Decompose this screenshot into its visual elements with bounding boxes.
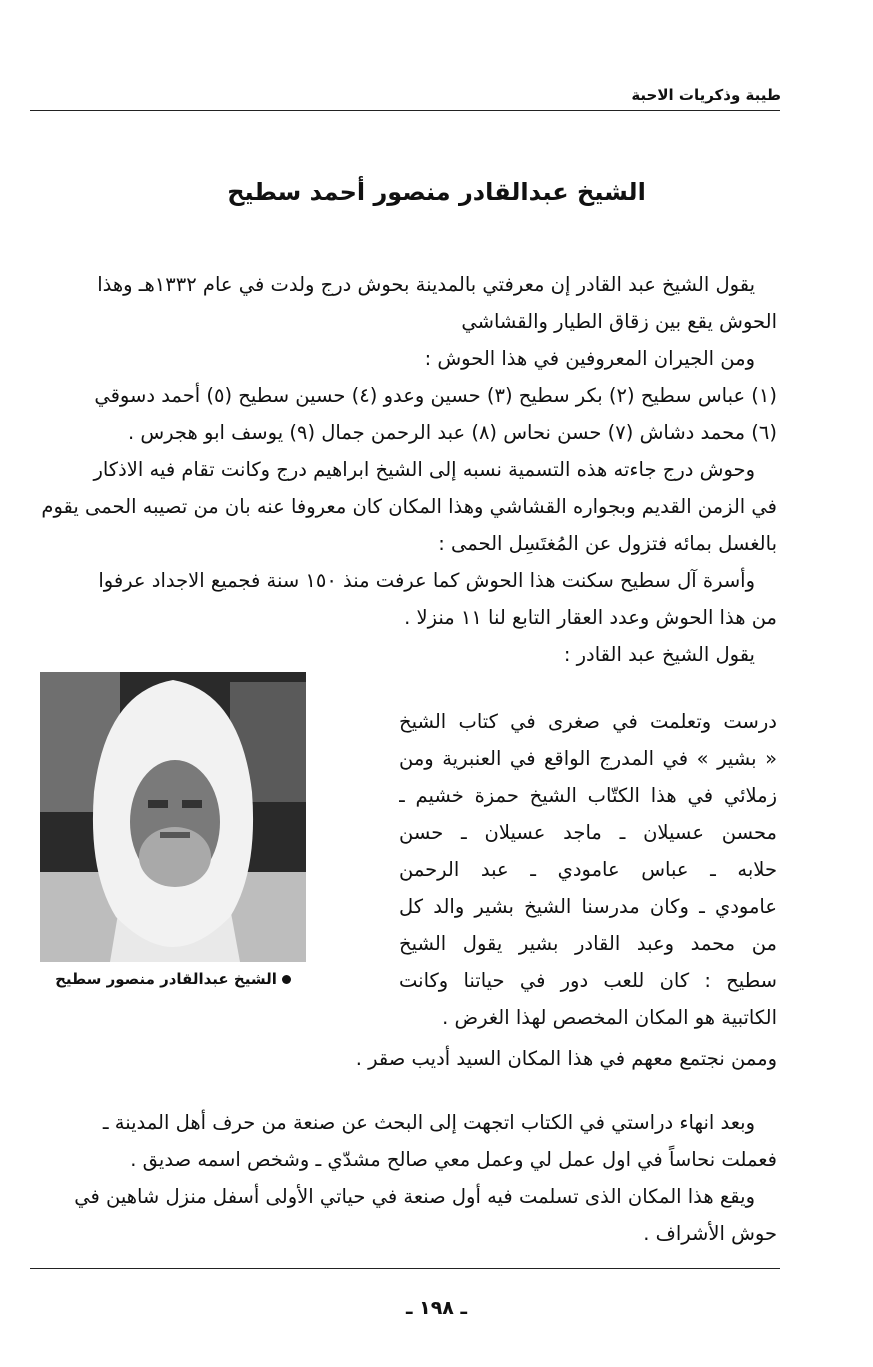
text-line: حلابه ـ عباس عامودي ـ عبد الرحمن (399, 858, 777, 881)
footer-rule (30, 1268, 780, 1269)
text-line: بالغسل بمائه فتزول عن المُغتَسِل الحمى : (438, 532, 777, 555)
text-line: زملائي في هذا الكتّاب الشيخ حمزة خشيم ـ (399, 784, 777, 807)
text-line: درست وتعلمت في صغرى في كتاب الشيخ (399, 710, 777, 733)
text-line: الكاتبية هو المكان المخصص لهذا الغرض . (442, 1006, 777, 1029)
portrait-photo (40, 672, 306, 962)
text-line: وبعد انهاء دراستي في الكتاب اتجهت إلى البحث عن صنعة من حرف أهل المدينة ـ (102, 1111, 755, 1134)
text-line: وحوش درج جاءته هذه التسمية نسبه إلى الشيخ ابراهيم درج وكانت تقام فيه الاذكار (93, 458, 755, 481)
text-line: وأسرة آل سطيح سكنت هذا الحوش كما عرفت منذ ١٥٠ سنة فجميع الاجداد عرفوا (98, 569, 755, 592)
text-line: في الزمن القديم وبجواره القشاشي وهذا المكان كان معروفا عنه بان من تصيبه الحمى يقوم (41, 495, 777, 518)
text-line: ويقع هذا المكان الذى تسلمت فيه أول صنعة في حياتي الأولى أسفل منزل شاهين في (74, 1185, 755, 1208)
text-line: وممن نجتمع معهم في هذا المكان السيد أديب صقر . (355, 1047, 777, 1070)
intro-text (32, 266, 777, 673)
caption-text: الشيخ عبدالقادر منصور سطيح (55, 970, 277, 988)
photo-caption (40, 970, 306, 988)
text-line: (٦) محمد دشاش (٧) حسن نحاس (٨) عبد الرحمن جمال (٩) يوسف ابو هجرس . (127, 421, 777, 444)
portrait-image (40, 672, 306, 962)
text-line: من محمد وعبد القادر بشير يقول الشيخ (399, 932, 777, 955)
header-rule (30, 110, 780, 111)
text-line: من هذا الحوش وعدد العقار التابع لنا ١١ منزلا . (404, 606, 777, 629)
text-line: يقول الشيخ عبد القادر : (563, 643, 755, 666)
bullet-icon (282, 975, 291, 984)
text-line: سطيح : كان للعب دور في حياتنا وكانت (399, 969, 777, 992)
text-line: (١) عباس سطيح (٢) بكر سطيح (٣) حسين وعدو (٤) حسين سطيح (٥) أحمد دسوقي (94, 384, 777, 407)
text-line: حوش الأشراف . (643, 1222, 777, 1245)
text-line: ومن الجيران المعروفين في هذا الحوش : (424, 347, 755, 370)
text-line: « بشير » في المدرج الواقع في العنبرية ومن (399, 747, 777, 770)
closing-text (32, 1040, 777, 1252)
text-line: فعملت نحاساً في اول عمل لي وعمل معي صالح مشدّي ـ وشخص اسمه صديق . (130, 1148, 777, 1171)
column-text (399, 703, 777, 1036)
text-line: الحوش يقع بين زقاق الطيار والقشاشي (461, 310, 777, 333)
running-header: طيبة وذكريات الاحبة (631, 86, 781, 104)
text-line: يقول الشيخ عبد القادر إن معرفتي بالمدينة بحوش درج ولدت في عام ١٣٣٢هـ وهذا (97, 273, 755, 296)
article-title: الشيخ عبدالقادر منصور أحمد سطيح (227, 178, 646, 206)
text-line: محسن عسيلان ـ ماجد عسيلان ـ حسن (399, 821, 777, 844)
text-line: عامودي ـ وكان مدرسنا الشيخ بشير والد كل (399, 895, 777, 918)
page-number: ـ ١٩٨ ـ (405, 1297, 467, 1319)
